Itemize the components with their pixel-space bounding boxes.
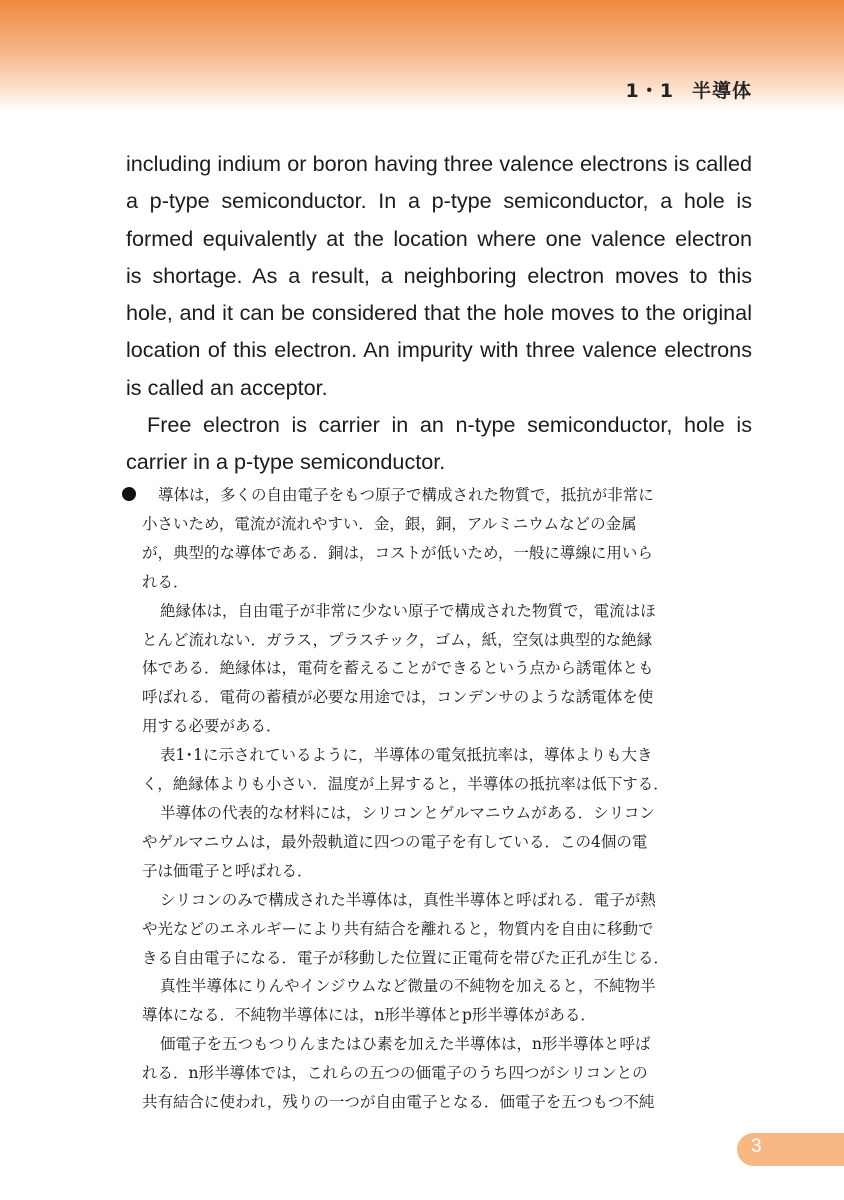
english-line: carrier in a p-type semiconductor. — [126, 449, 446, 475]
english-line: is called an acceptor. — [126, 374, 328, 400]
japanese-line: 半導体の代表的な材料には，シリコンとゲルマニウムがある．シリコン — [160, 803, 655, 822]
japanese-line: 体である．絶縁体は，電荷を蓄えることができるという点から誘電体とも — [142, 659, 654, 678]
japanese-line: く，絶縁体よりも小さい．温度が上昇すると，半導体の抵抗率は低下する． — [142, 775, 669, 794]
japanese-line: 真性半導体にりんやインジウムなど微量の不純物を加えると，不純物半 — [160, 977, 656, 996]
japanese-line: 呼ばれる．電荷の蓄積が必要な用途では，コンデンサのような誘電体を使 — [142, 688, 654, 707]
english-text-block — [126, 145, 752, 481]
japanese-line: 小さいため，電流が流れやすい．金，銀，銅，アルミニウムなどの金属 — [142, 514, 637, 533]
japanese-line: シリコンのみで構成された半導体は，真性半導体と呼ばれる．電子が熱 — [160, 890, 656, 909]
japanese-text-block — [122, 481, 754, 1117]
english-line: Free electron is carrier in an n-type semiconductor, hole is — [147, 412, 752, 438]
japanese-line: とんど流れない．ガラス，プラスチック，ゴム，紙，空気は典型的な絶縁 — [142, 630, 653, 649]
bullet-icon — [122, 487, 136, 501]
japanese-line: きる自由電子になる．電子が移動した位置に正電荷を帯びた正孔が生じる． — [142, 948, 670, 967]
japanese-line: 用する必要がある． — [142, 717, 282, 736]
english-line: a p-type semiconductor. In a p-type semiconductor, a hole is — [126, 188, 752, 214]
english-line: including indium or boron having three valence electrons is called — [126, 151, 752, 176]
english-line: hole, and it can be considered that the hole moves to the original — [126, 300, 752, 326]
japanese-line: が，典型的な導体である．銅は，コストが低いため，一般に導線に用いら — [142, 543, 653, 562]
english-line: formed equivalently at the location where one valence electron — [126, 225, 752, 251]
japanese-line: れる． — [142, 572, 189, 591]
page-number: 3 — [751, 1136, 762, 1157]
japanese-line: 価電子を五つもつりんまたはひ素を加えた半導体は，n形半導体と呼ば — [160, 1035, 651, 1054]
section-number: 1・1 — [625, 80, 674, 102]
japanese-line-text: 導体は，多くの自由電子をもつ原子で構成された物質で，抵抗が非常に — [158, 486, 654, 504]
running-header — [626, 76, 752, 103]
japanese-line: 導体になる．不純物半導体には，n形半導体とp形半導体がある． — [142, 1006, 596, 1025]
japanese-line: 子は価電子と呼ばれる． — [142, 861, 313, 880]
japanese-line — [122, 481, 754, 510]
japanese-line: 絶縁体は，自由電子が非常に少ない原子で構成された物質で，電流はほ — [160, 601, 656, 620]
english-line: is shortage. As a result, a neighboring electron moves to this — [126, 262, 752, 288]
japanese-line: や光などのエネルギーにより共有結合を離れると，物質内を自由に移動で — [142, 919, 654, 938]
japanese-line: 共有結合に使われ，残りの一つが自由電子となる．価電子を五つもつ不純 — [142, 1093, 655, 1112]
japanese-line: やゲルマニウムは，最外殻軌道に四つの電子を有している．この4個の電 — [142, 832, 648, 851]
english-line: location of this electron. An impurity with three valence electrons — [126, 337, 752, 363]
section-title: 半導体 — [691, 80, 752, 102]
japanese-line: れる．n形半導体では，これらの五つの価電子のうち四つがシリコンとの — [142, 1064, 648, 1083]
japanese-line: 表1･1に示されているように，半導体の電気抵抗率は，導体よりも大き — [160, 746, 653, 765]
